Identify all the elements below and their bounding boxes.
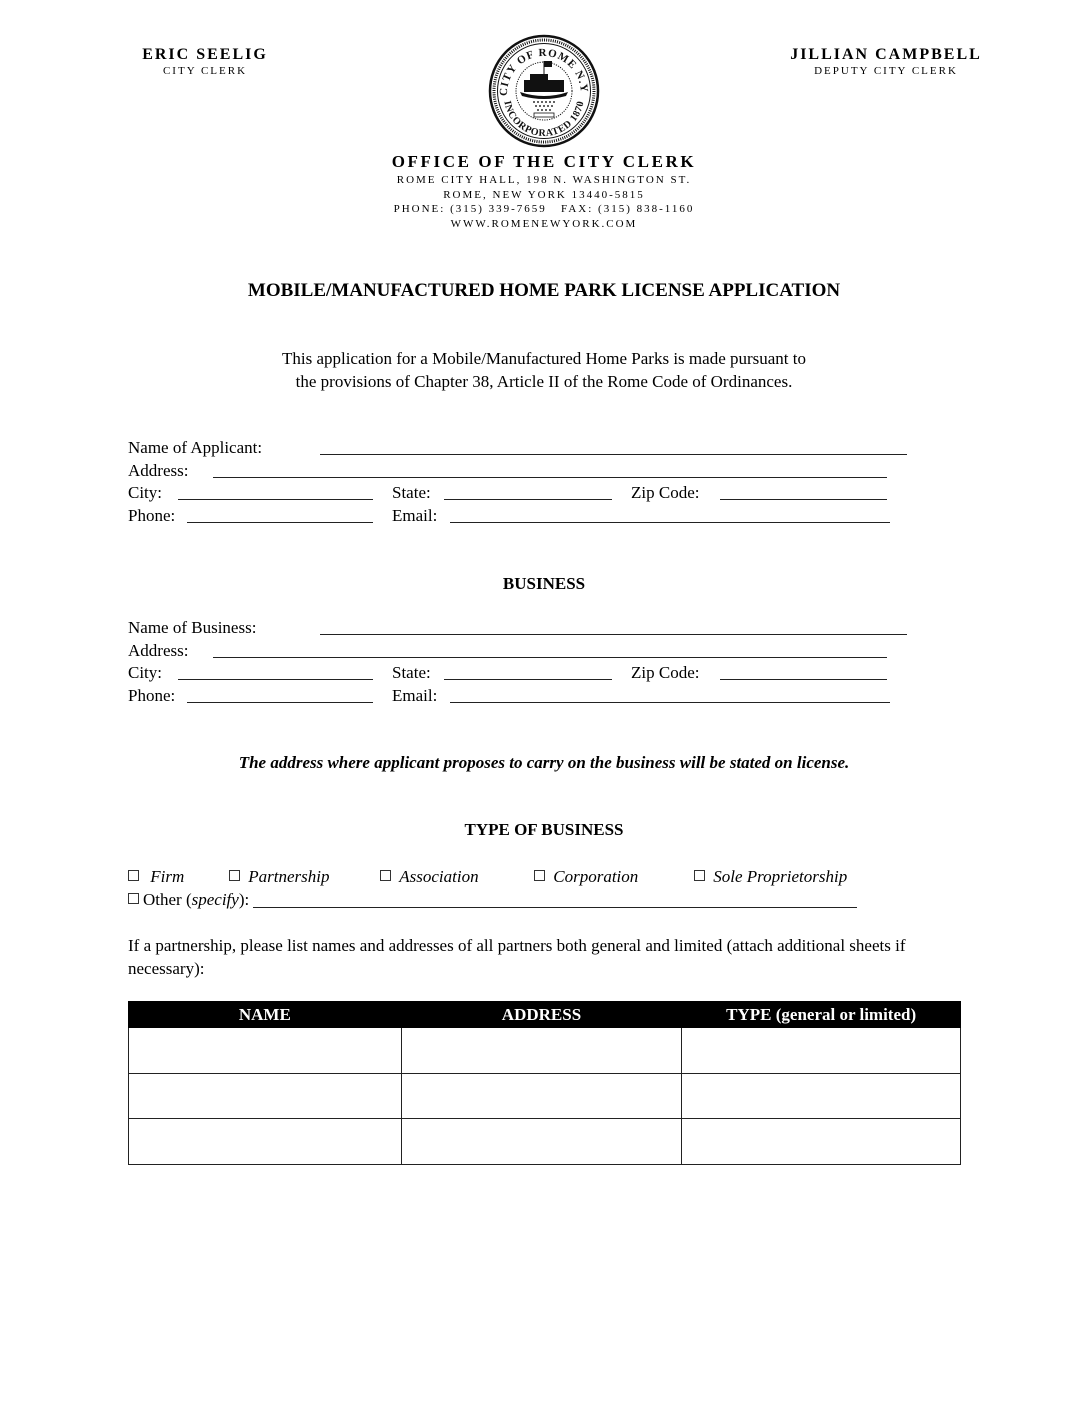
office-address-line1: ROME CITY HALL, 198 N. WASHINGTON ST. xyxy=(396,174,692,186)
option-sole-proprietorship[interactable] xyxy=(694,866,847,888)
intro-text xyxy=(0,347,1088,393)
other-label-suffix: ): xyxy=(238,890,250,909)
partner-address-cell[interactable] xyxy=(401,1073,682,1119)
office-phone-fax: PHONE: (315) 339-7659 FAX: (315) 838-1160 xyxy=(393,203,695,215)
option-partnership[interactable] xyxy=(229,866,329,888)
office-address-line2: ROME, NEW YORK 13440-5815 xyxy=(443,188,645,201)
license-address-note: The address where applicant proposes to carry on the business will be stated on license. xyxy=(238,753,850,772)
table-row xyxy=(129,1119,961,1165)
applicant-phone-field[interactable] xyxy=(187,505,373,523)
partner-type-cell[interactable] xyxy=(682,1028,961,1074)
business-email-label: Email: xyxy=(392,685,438,705)
deputy-clerk-header xyxy=(782,46,990,78)
business-name-label: Name of Business: xyxy=(128,618,257,637)
option-corporation[interactable] xyxy=(534,866,638,888)
clerk-name: ERIC SEELIG xyxy=(142,46,268,63)
checkbox-icon[interactable] xyxy=(229,870,240,881)
option-other[interactable] xyxy=(128,889,857,911)
applicant-zip-label: Zip Code: xyxy=(631,483,700,502)
applicant-name-label: Name of Applicant: xyxy=(128,438,263,457)
business-address-label: Address: xyxy=(128,640,189,660)
checkbox-icon[interactable] xyxy=(534,870,545,881)
option-association[interactable] xyxy=(380,866,479,888)
partners-table xyxy=(128,1001,961,1165)
partners-instructions: If a partnership, please list names and addresses of all partners both general and limited (attach additional sheets if necessary): xyxy=(128,936,906,978)
partner-name-cell[interactable] xyxy=(129,1073,402,1119)
business-heading: BUSINESS xyxy=(502,574,586,593)
seal-top-text: CITY OF ROME N.Y xyxy=(497,46,591,97)
intro-line-2: the provisions of Chapter 38, Article II of the Rome Code of Ordinances. xyxy=(295,372,793,391)
office-website: WWW.ROMENEWYORK.COM xyxy=(450,217,638,230)
other-label: Other ( xyxy=(143,890,192,909)
other-specify-field[interactable] xyxy=(253,890,857,908)
applicant-address-field[interactable] xyxy=(213,460,887,478)
business-phone-field[interactable] xyxy=(187,685,373,703)
form-title: MOBILE/MANUFACTURED HOME PARK LICENSE APPLICATION xyxy=(247,280,841,301)
applicant-address-label: Address: xyxy=(128,460,189,480)
partner-address-cell[interactable] xyxy=(401,1119,682,1165)
table-row xyxy=(129,1028,961,1074)
checkbox-icon[interactable] xyxy=(128,870,139,881)
partner-type-cell[interactable] xyxy=(682,1119,961,1165)
column-header-name: NAME xyxy=(129,1002,402,1028)
city-seal-icon xyxy=(488,34,600,148)
business-city-field[interactable] xyxy=(178,662,373,680)
type-of-business-heading: TYPE OF BUSINESS xyxy=(464,820,624,839)
clerk-title: CITY CLERK xyxy=(162,65,248,77)
applicant-name-field[interactable] xyxy=(320,437,907,455)
business-name-field[interactable] xyxy=(320,617,907,635)
applicant-state-label: State: xyxy=(392,483,431,502)
intro-line-1: This application for a Mobile/Manufactured Home Parks is made pursuant to xyxy=(281,349,807,368)
option-label: Corporation xyxy=(553,867,639,886)
partner-name-cell[interactable] xyxy=(129,1028,402,1074)
applicant-city-label: City: xyxy=(128,483,163,502)
partner-type-cell[interactable] xyxy=(682,1073,961,1119)
applicant-state-field[interactable] xyxy=(444,482,612,500)
option-label: Association xyxy=(399,867,479,886)
option-label: Sole Proprietorship xyxy=(713,867,848,886)
table-row xyxy=(129,1073,961,1119)
business-city-label: City: xyxy=(128,663,163,682)
applicant-zip-field[interactable] xyxy=(720,482,887,500)
deputy-clerk-title: DEPUTY CITY CLERK xyxy=(814,65,958,77)
business-zip-field[interactable] xyxy=(720,662,887,680)
office-name: OFFICE OF THE CITY CLERK xyxy=(391,152,697,171)
applicant-email-field[interactable] xyxy=(450,505,890,523)
partner-name-cell[interactable] xyxy=(129,1119,402,1165)
business-email-field[interactable] xyxy=(450,685,890,703)
business-phone-label: Phone: xyxy=(128,685,176,705)
option-label: Partnership xyxy=(248,867,330,886)
applicant-fields xyxy=(128,437,918,527)
applicant-city-field[interactable] xyxy=(178,482,373,500)
option-firm[interactable] xyxy=(128,866,184,888)
business-state-label: State: xyxy=(392,663,431,682)
option-label: Firm xyxy=(150,867,185,886)
partners-table-header xyxy=(129,1002,961,1028)
business-fields xyxy=(128,617,918,707)
partner-address-cell[interactable] xyxy=(401,1028,682,1074)
checkbox-icon[interactable] xyxy=(380,870,391,881)
business-zip-label: Zip Code: xyxy=(631,663,700,682)
checkbox-icon[interactable] xyxy=(128,893,139,904)
checkbox-icon[interactable] xyxy=(694,870,705,881)
business-state-field[interactable] xyxy=(444,662,612,680)
column-header-type: TYPE (general or limited) xyxy=(682,1002,961,1028)
business-address-field[interactable] xyxy=(213,640,887,658)
other-specify-label: specify xyxy=(191,890,239,909)
column-header-address: ADDRESS xyxy=(401,1002,682,1028)
applicant-phone-label: Phone: xyxy=(128,505,176,525)
seal-bottom-text: INCORPORATED 1870 xyxy=(501,99,587,140)
clerk-header xyxy=(138,46,272,78)
office-block xyxy=(0,151,1088,231)
deputy-clerk-name: JILLIAN CAMPBELL xyxy=(790,46,982,63)
applicant-email-label: Email: xyxy=(392,505,438,525)
